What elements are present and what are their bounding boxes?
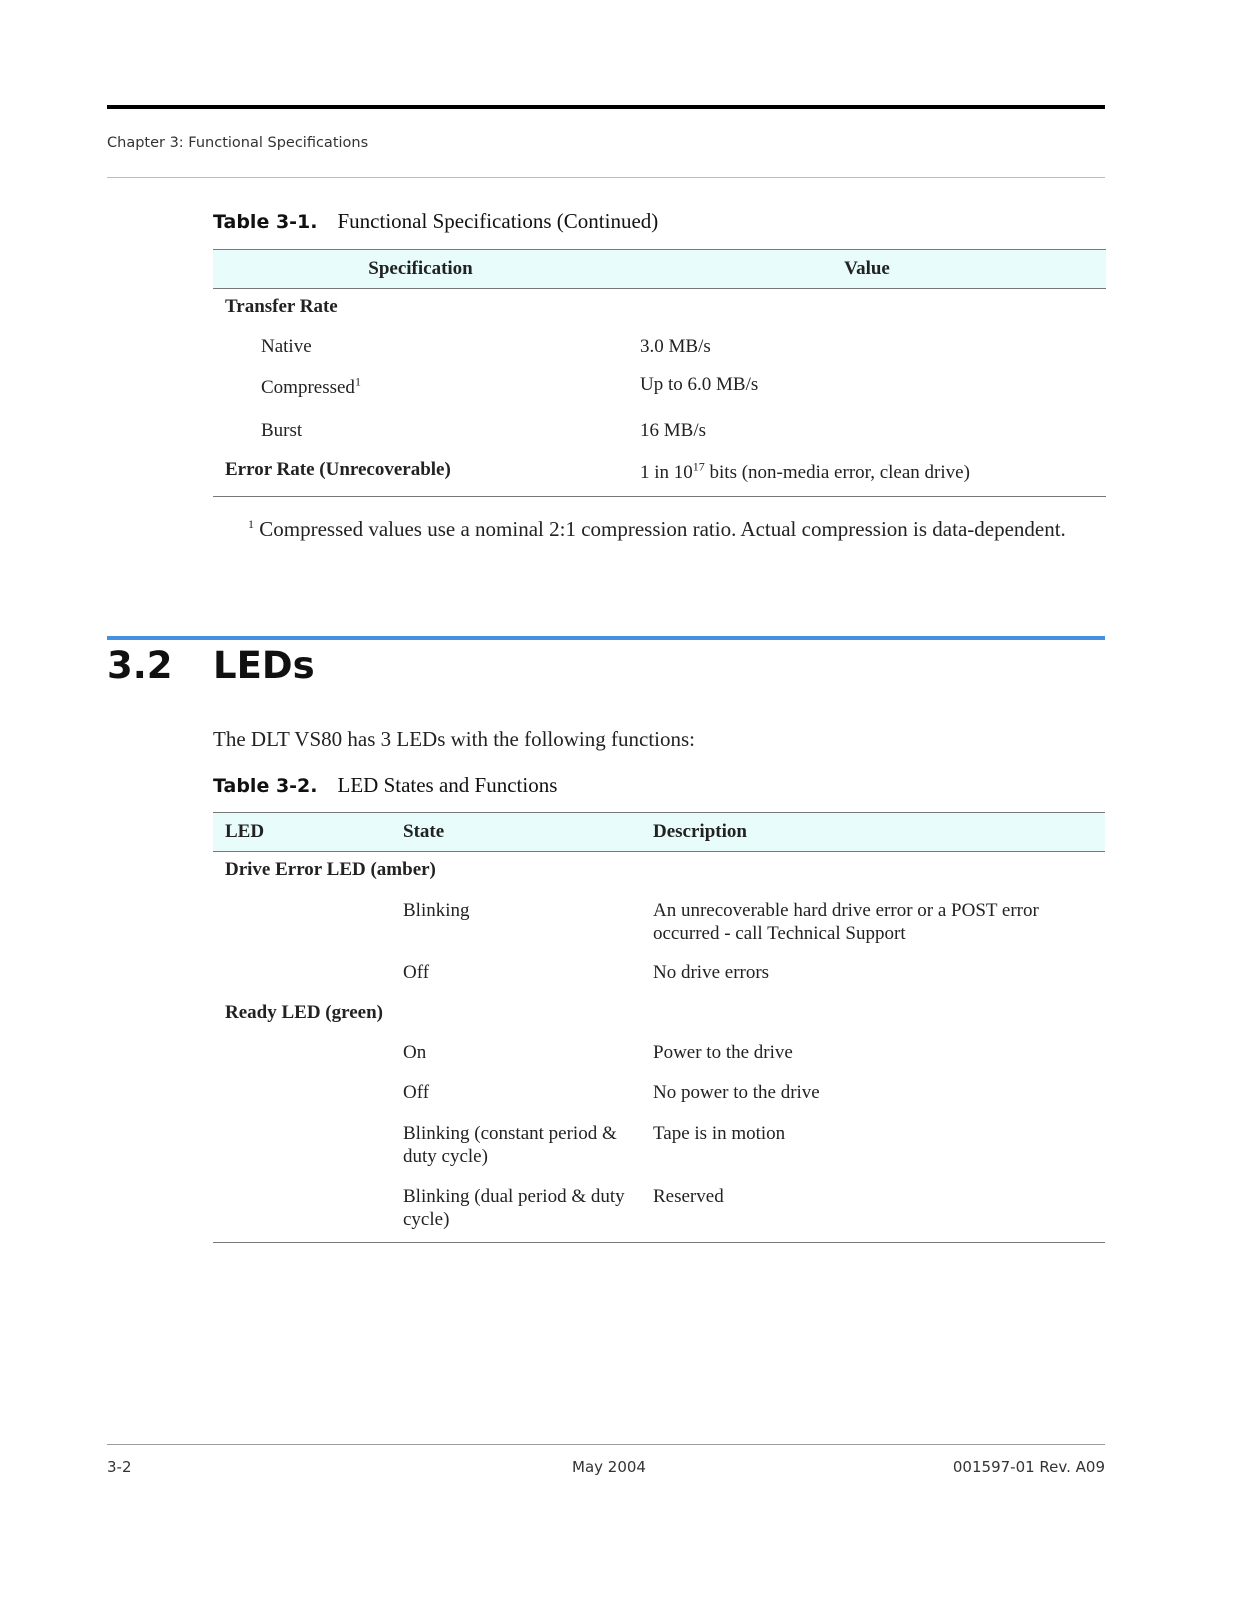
section-title: LEDs	[213, 644, 315, 687]
description-cell: Power to the drive	[653, 1041, 793, 1063]
header-led: LED	[213, 813, 391, 852]
table-row	[213, 329, 1106, 369]
table-row	[213, 1035, 1105, 1075]
footer-document-id: 001597-01 Rev. A09	[952, 1458, 1105, 1476]
table2-caption	[213, 773, 557, 798]
state-cell: Blinking (constant period & duty cycle)	[403, 1122, 617, 1167]
footnote	[248, 517, 1066, 542]
table-row	[213, 892, 1105, 955]
footer-date: May 2004	[572, 1458, 646, 1476]
state-cell: On	[403, 1041, 427, 1063]
table2-number: Table 3-2.	[213, 775, 318, 797]
table-row	[213, 289, 1106, 329]
table-row	[213, 453, 1106, 497]
table-header-row	[213, 813, 1105, 852]
table1-caption	[213, 209, 658, 234]
description-cell: Reserved	[641, 1178, 1105, 1243]
footnote-number: 1	[248, 517, 254, 531]
table-row	[213, 852, 1105, 892]
footer-page-number: 3-2	[107, 1458, 132, 1476]
header-specification: Specification	[213, 250, 628, 289]
footer-rule	[107, 1444, 1105, 1445]
table-row	[213, 1115, 1105, 1178]
table-row	[213, 1075, 1105, 1115]
header-state: State	[391, 813, 641, 852]
footnote-marker: 1	[354, 374, 361, 389]
description-cell: Tape is in motion	[653, 1122, 786, 1144]
header-description: Description	[641, 813, 1105, 852]
group-ready-led: Ready LED (green)	[225, 1001, 383, 1023]
state-cell: Off	[403, 961, 430, 983]
value-burst: 16 MB/s	[640, 419, 706, 441]
chapter-header: Chapter 3: Functional Specifications	[107, 135, 369, 151]
description-cell: An unrecoverable hard drive error or a POST error occurred - call Technical Support	[653, 899, 1039, 944]
table-row	[213, 369, 1106, 413]
spec-compressed: Compressed$^1$	[261, 374, 361, 398]
table-row	[213, 995, 1105, 1035]
state-cell: Blinking	[403, 899, 470, 921]
section-number: 3.2	[107, 644, 173, 687]
spec-error-rate: Error Rate (Unrecoverable)	[213, 453, 628, 497]
table-header-row	[213, 250, 1106, 289]
led-states-table	[213, 812, 1105, 1243]
spec-burst: Burst	[261, 419, 303, 441]
value-native: 3.0 MB/s	[640, 335, 711, 357]
group-transfer-rate: Transfer Rate	[225, 296, 338, 317]
header-value: Value	[628, 250, 1106, 289]
section-rule	[107, 636, 1105, 640]
header-rule	[107, 177, 1105, 178]
spec-native: Native	[261, 335, 312, 357]
description-cell: No drive errors	[653, 961, 770, 983]
value-compressed: Up to 6.0 MB/s	[640, 373, 759, 395]
table1-number: Table 3-1.	[213, 211, 318, 233]
state-cell: Off	[403, 1081, 430, 1103]
value-error-rate: 1 in $10^{17}$ bits (non-media error, clean drive)	[628, 453, 1106, 497]
table-row	[213, 1178, 1105, 1243]
table1-title: Functional Specifications (Continued)	[337, 209, 659, 233]
table-row	[213, 955, 1105, 995]
top-rule	[107, 105, 1105, 109]
description-cell: No power to the drive	[653, 1081, 820, 1103]
group-drive-error-led: Drive Error LED (amber)	[225, 859, 436, 880]
footnote-text: Compressed values use a nominal 2:1 compression ratio. Actual compression is data-dependent.	[254, 517, 1066, 541]
intro-paragraph: The DLT VS80 has 3 LEDs with the following functions:	[213, 727, 696, 751]
state-cell: Blinking (dual period & duty cycle)	[391, 1178, 641, 1243]
functional-specs-table	[213, 249, 1106, 497]
table2-title: LED States and Functions	[337, 773, 558, 797]
table-row	[213, 413, 1106, 453]
